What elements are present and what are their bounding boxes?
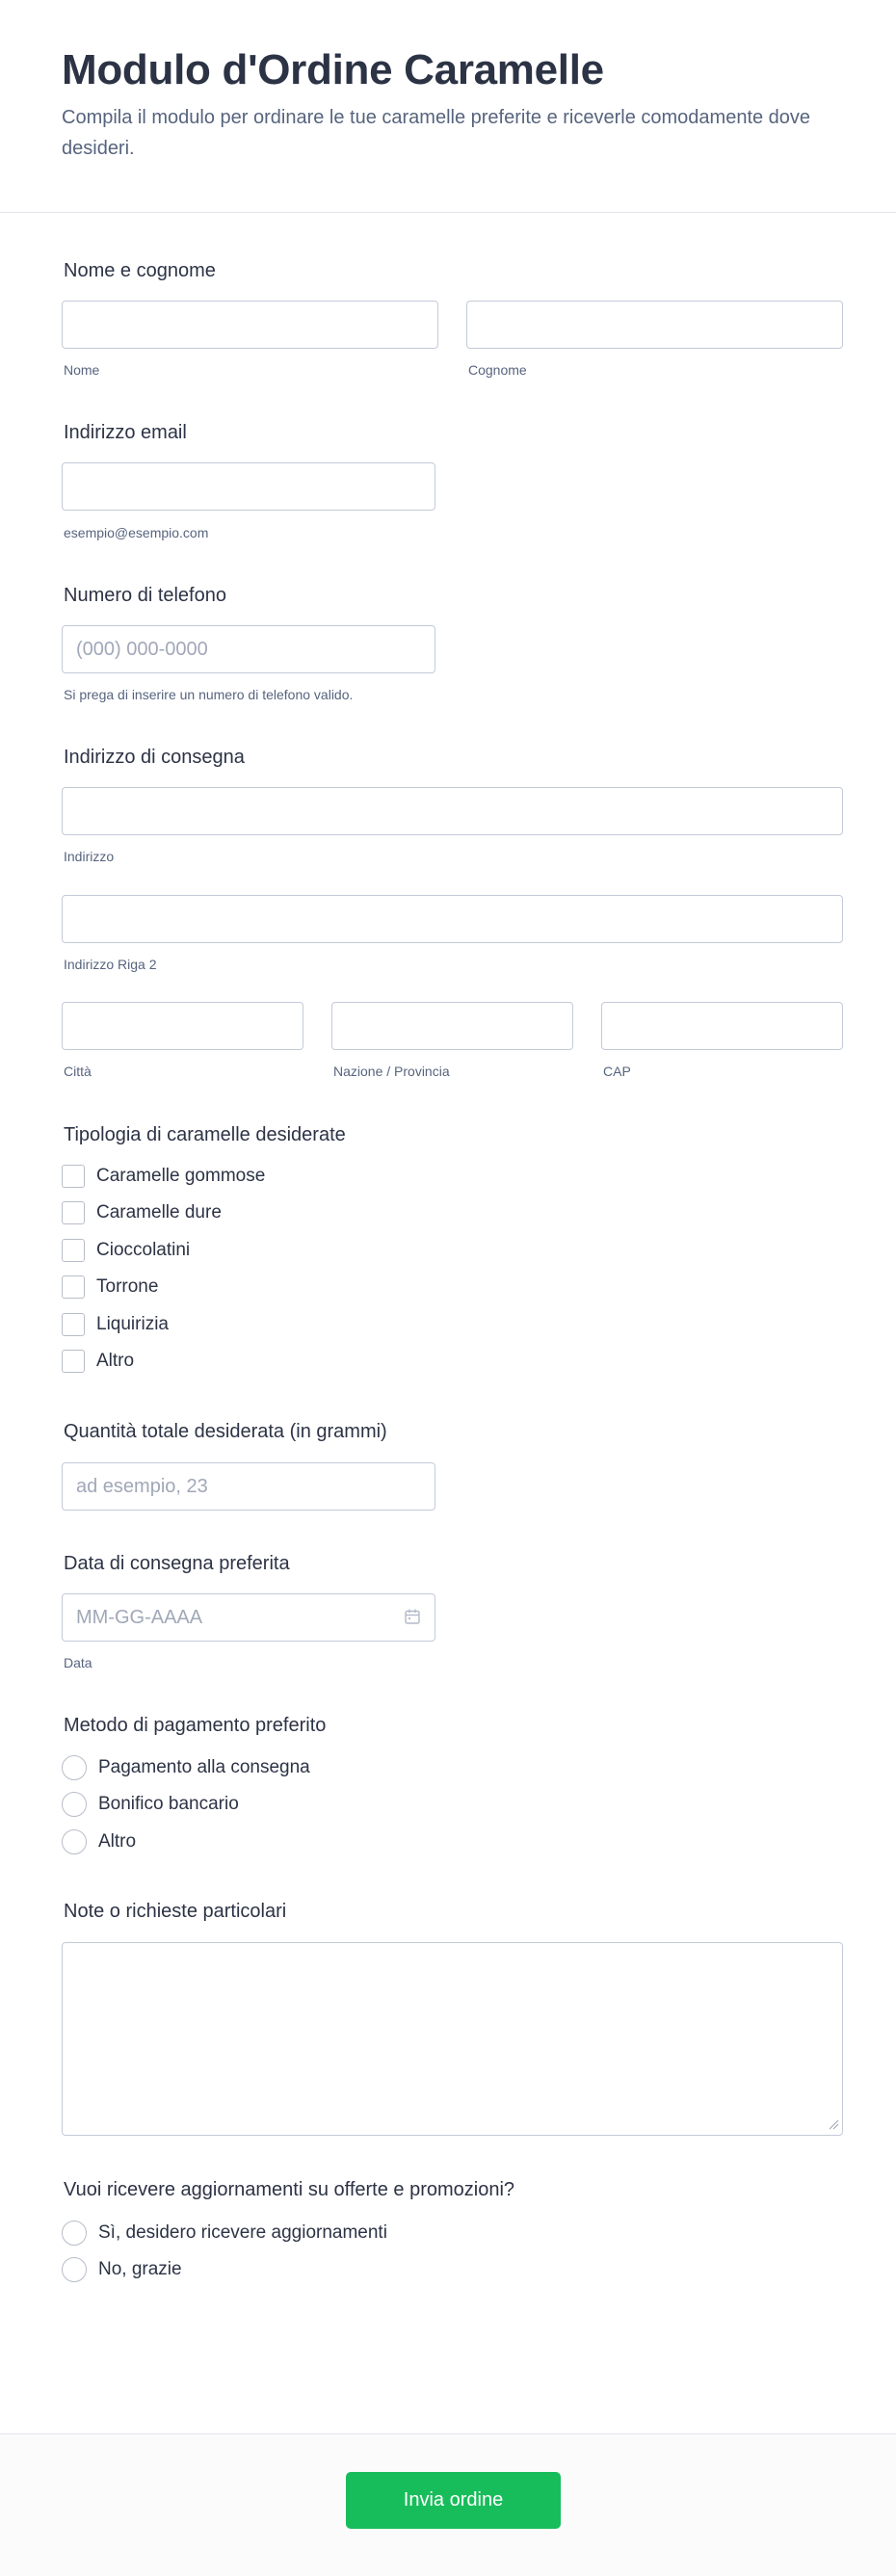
radio-button[interactable] <box>62 2257 87 2282</box>
radio-button[interactable] <box>62 2221 87 2246</box>
candy-types-label: Tipologia di caramelle desiderate <box>64 1124 346 1145</box>
phone-input[interactable] <box>62 625 435 673</box>
notes-textarea[interactable] <box>62 1942 843 2136</box>
newsletter-label: Vuoi ricevere aggiornamenti su offerte e promozioni? <box>64 2179 515 2200</box>
delivery-date-label: Data di consegna preferita <box>64 1553 290 1574</box>
quantity-label: Quantità totale desiderata (in grammi) <box>64 1421 387 1442</box>
candy-option-hard[interactable] <box>62 1199 222 1226</box>
address-label: Indirizzo di consegna <box>64 747 245 768</box>
name-label: Nome e cognome <box>64 260 216 281</box>
candy-option-nougat[interactable] <box>62 1274 158 1301</box>
candy-option-label: Caramelle dure <box>96 1202 222 1222</box>
candy-option-label: Cioccolatini <box>96 1240 191 1260</box>
candy-option-label: Altro <box>96 1351 135 1371</box>
zip-input[interactable] <box>601 1002 843 1050</box>
address-line1-input[interactable] <box>62 787 843 835</box>
email-input[interactable] <box>62 462 435 511</box>
candy-option-licorice[interactable] <box>62 1311 169 1338</box>
phone-sublabel: Si prega di inserire un numero di telefono valido. <box>64 687 354 702</box>
radio-button[interactable] <box>62 1755 87 1780</box>
checkbox[interactable] <box>62 1313 85 1336</box>
phone-label: Numero di telefono <box>64 585 226 606</box>
newsletter-option-label: Sì, desidero ricevere aggiornamenti <box>98 2222 387 2243</box>
newsletter-option-no[interactable] <box>62 2256 182 2283</box>
form-title: Modulo d'Ordine Caramelle <box>62 46 604 93</box>
address-line2-sublabel: Indirizzo Riga 2 <box>64 957 157 972</box>
state-input[interactable] <box>331 1002 573 1050</box>
payment-option-label: Pagamento alla consegna <box>98 1757 310 1777</box>
checkbox[interactable] <box>62 1350 85 1373</box>
payment-label: Metodo di pagamento preferito <box>64 1715 327 1736</box>
candy-option-label: Liquirizia <box>96 1314 169 1334</box>
delivery-date-input[interactable] <box>62 1593 435 1642</box>
payment-option-other[interactable] <box>62 1828 136 1855</box>
delivery-date-sublabel: Data <box>64 1655 92 1670</box>
email-sublabel: esempio@esempio.com <box>64 525 209 540</box>
address-line2-input[interactable] <box>62 895 843 943</box>
resize-handle-icon[interactable] <box>828 2118 839 2130</box>
form-header <box>0 0 896 213</box>
form-subtitle: Compila il modulo per ordinare le tue caramelle preferite e riceverle comodamente dove desideri. <box>62 107 811 159</box>
city-input[interactable] <box>62 1002 303 1050</box>
first-name-input[interactable] <box>62 301 438 349</box>
checkbox[interactable] <box>62 1201 85 1224</box>
newsletter-option-label: No, grazie <box>98 2259 182 2279</box>
zip-sublabel: CAP <box>603 1064 631 1079</box>
radio-button[interactable] <box>62 1829 87 1854</box>
candy-option-other[interactable] <box>62 1348 134 1375</box>
notes-label: Note o richieste particolari <box>64 1901 287 1922</box>
checkbox[interactable] <box>62 1239 85 1262</box>
payment-option-cod[interactable] <box>62 1754 310 1781</box>
candy-option-label: Torrone <box>96 1276 159 1297</box>
last-name-sublabel: Cognome <box>468 362 527 378</box>
first-name-sublabel: Nome <box>64 362 100 378</box>
address-line1-sublabel: Indirizzo <box>64 849 115 864</box>
candy-option-gummies[interactable] <box>62 1163 265 1190</box>
candy-option-chocolates[interactable] <box>62 1237 190 1264</box>
newsletter-option-yes[interactable] <box>62 2220 387 2247</box>
state-sublabel: Nazione / Provincia <box>333 1064 450 1079</box>
quantity-input[interactable] <box>62 1462 435 1511</box>
radio-button[interactable] <box>62 1792 87 1817</box>
payment-option-label: Altro <box>98 1831 137 1852</box>
city-sublabel: Città <box>64 1064 92 1079</box>
checkbox[interactable] <box>62 1165 85 1188</box>
payment-option-label: Bonifico bancario <box>98 1794 239 1814</box>
payment-option-transfer[interactable] <box>62 1791 239 1818</box>
checkbox[interactable] <box>62 1275 85 1299</box>
email-label: Indirizzo email <box>64 422 187 443</box>
submit-button[interactable]: Invia ordine <box>346 2472 561 2529</box>
calendar-icon[interactable] <box>404 1608 421 1625</box>
candy-option-label: Caramelle gommose <box>96 1166 266 1186</box>
last-name-input[interactable] <box>466 301 843 349</box>
